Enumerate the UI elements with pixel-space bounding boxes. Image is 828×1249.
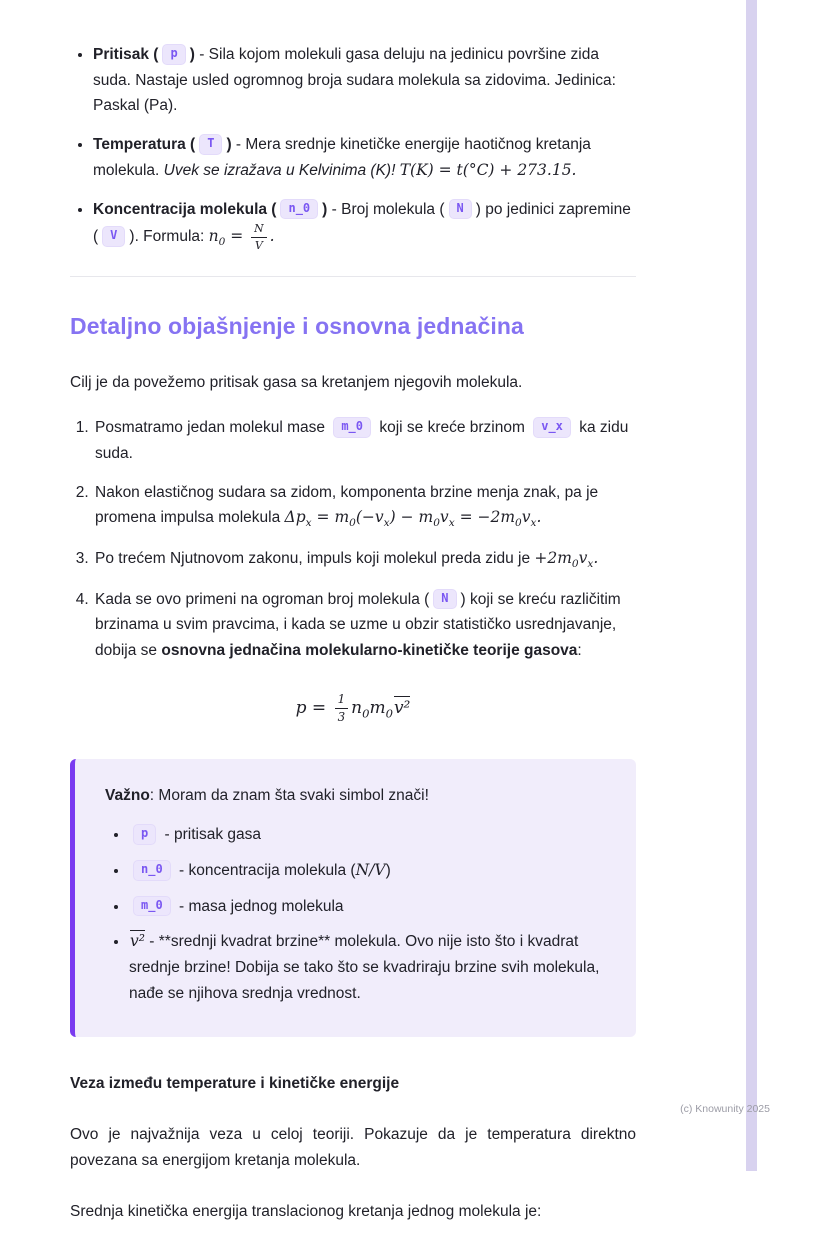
term-close: )	[226, 136, 232, 154]
callout-title-line	[105, 783, 606, 809]
definition-item-koncentracija	[93, 197, 636, 253]
code-chip-v: V	[102, 226, 125, 247]
definition-item-pritisak	[93, 42, 636, 119]
step-text: Kada se ovo primeni na ogroman broj molekula (	[95, 590, 430, 608]
definition-text: - Broj molekula (	[327, 200, 445, 218]
term-label: Koncentracija molekula (	[93, 200, 277, 218]
inline-formula-newton: $+2m_0v_x$.	[534, 549, 599, 571]
derivation-steps-list	[70, 415, 636, 664]
step-text: koji se kreće brzinom	[375, 419, 530, 437]
code-chip-t: T	[199, 134, 222, 155]
definition-text: ). Formula:	[129, 228, 209, 246]
code-chip-n: N	[433, 589, 456, 610]
definition-text: ) po jedinici zapremine (	[93, 200, 631, 246]
term-close: )	[322, 200, 328, 218]
code-chip-n0: n_0	[133, 860, 171, 881]
main-kinetic-equation: p = $\frac{1}{3}$ $n_0m_0v^2$	[295, 691, 411, 724]
step-text: ka zidu suda.	[95, 419, 629, 463]
step-text: :	[577, 642, 582, 660]
definition-item-temperatura	[93, 132, 636, 183]
definition-text: - Sila kojom molekuli gasa deluju na jedinicu površine zida suda. Nastaje usled ogromnog broja sudara molekula sa zidovima. Jedinica: Paskal (Pa).	[93, 46, 616, 115]
inline-formula-impulse: $\Delta p_x = m_0(-v_x) - m_0v_x = -2m_0v_x$.	[284, 508, 542, 530]
term-label: Pritisak (	[93, 46, 159, 63]
definitions-list	[70, 42, 636, 252]
callout-item-text: - **srednji kvadrat brzine** molekula. Ovo nije isto što i kvadrat srednje brzine! Dobija se tako što se kvadriraju brzine svih molekula, nađe se njihova srednja vrednost.	[129, 933, 600, 1002]
subsection-heading: Veza između temperature i kinetičke energije	[70, 1074, 400, 1092]
inline-formula-nv: N/V	[355, 860, 386, 879]
definition-text: - Mera srednje kinetičke energije haotičnog kretanja molekula.	[93, 136, 591, 179]
scrollbar-thumb[interactable]	[746, 0, 757, 1171]
section-heading: Detaljno objašnjenje i osnovna jednačina	[70, 313, 524, 340]
callout-item-n0	[129, 858, 606, 884]
step-item-2	[93, 480, 636, 533]
callout-item-text: - pritisak gasa	[160, 826, 262, 844]
inline-formula-n0: $n_0$ = $\frac{N}{V}$ .	[208, 222, 275, 252]
section-intro: Cilj je da povežemo pritisak gasa sa kretanjem njegovih molekula.	[70, 373, 523, 391]
callout-item-p	[129, 822, 606, 848]
callout-title-rest: : Moram da znam šta svaki simbol znači!	[149, 786, 429, 804]
callout-item-text: - masa jednog molekula	[174, 897, 344, 915]
step-item-3	[93, 546, 636, 574]
important-callout	[70, 759, 636, 1037]
inline-formula-kelvin: T(K) = t(°C) + 273.15.	[399, 160, 577, 179]
step-item-4	[93, 587, 636, 664]
step-text: Posmatramo jedan molekul mase	[95, 419, 330, 437]
callout-item-m0	[129, 894, 606, 920]
step-text: Po trećem Njutnovom zakonu, impuls koji molekul preda zidu je	[95, 550, 535, 568]
inline-formula-v2: v²	[130, 932, 145, 951]
document-page	[70, 42, 636, 1249]
body-paragraph: Srednja kinetička energija translacionog kretanja jednog molekula je:	[70, 1202, 542, 1220]
callout-item-text: - koncentracija molekula (	[174, 861, 356, 879]
emphasis-note: Uvek se izražava u Kelvinima (K)!	[163, 161, 396, 179]
body-paragraph: Ovo je najvažnija veza u celoj teoriji. Pokazuje da je temperatura direktno povezana sa energijom kretanja molekula.	[70, 1126, 636, 1170]
step-text: ) koji se kreću različitim brzinama u svim pravcima, i kada se uzme u obzir statističko usrednjavanje, dobija se	[95, 590, 621, 660]
step-item-1	[93, 415, 636, 466]
callout-item-v2	[129, 929, 606, 1006]
code-chip-p: p	[162, 44, 185, 65]
callout-title: Važno	[105, 786, 150, 804]
code-chip-m0: m_0	[133, 896, 171, 917]
term-close: )	[189, 46, 195, 63]
step-bold-text: osnovna jednačina molekularno-kinetičke teorije gasova	[161, 642, 578, 660]
code-chip-vx: v_x	[533, 417, 571, 438]
watermark-text: (c) Knowunity 2025	[680, 1103, 770, 1115]
callout-item-text: )	[385, 861, 391, 879]
step-text: Nakon elastičnog sudara sa zidom, komponenta brzine menja znak, pa je promena impulsa molekula	[95, 483, 599, 527]
section-divider	[70, 276, 636, 277]
code-chip-m0: m_0	[333, 417, 371, 438]
code-chip-p: p	[133, 824, 156, 845]
display-equation	[70, 692, 636, 725]
term-label: Temperatura (	[93, 136, 196, 154]
code-chip-n: N	[449, 199, 472, 220]
code-chip-n0: n_0	[280, 199, 318, 220]
callout-symbol-list	[105, 822, 606, 1006]
